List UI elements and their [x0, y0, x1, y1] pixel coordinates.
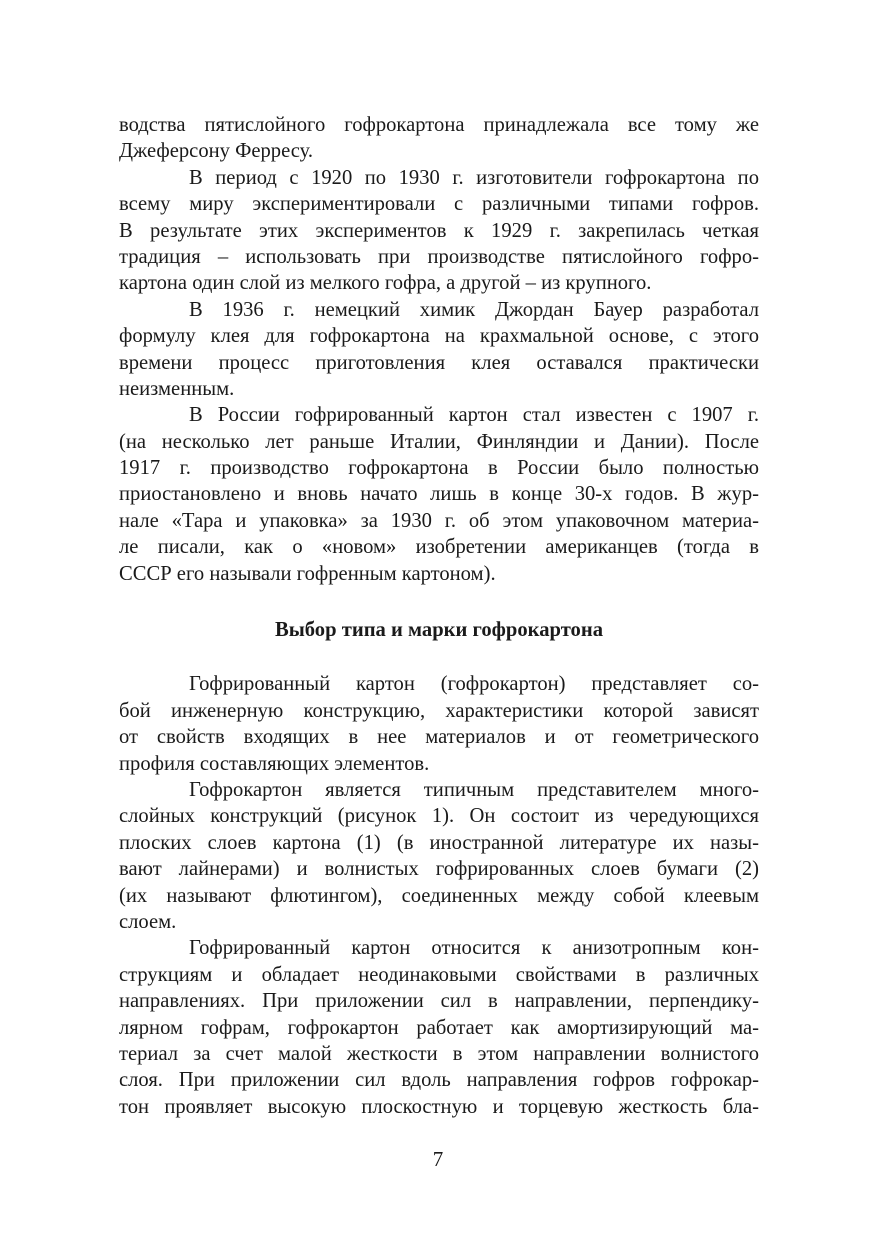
- text-line: (на несколько лет раньше Италии, Финляндии и Дании). После: [119, 430, 759, 453]
- text-line: слоя. При приложении сил вдоль направления гофров гофрокар-: [119, 1069, 759, 1092]
- text-line: от свойств входящих в нее материалов и от геометрического: [119, 726, 759, 749]
- text-line: бой инженерную конструкцию, характеристики которой зависят: [119, 699, 759, 722]
- text-line: неизменным.: [119, 377, 235, 400]
- text-line: профиля составляющих элементов.: [119, 752, 430, 775]
- text-line: плоских слоев картона (1) (в иностранной литературе их назы-: [119, 831, 759, 854]
- text-line: лярном гофрам, гофрокартон работает как амортизирующий ма-: [119, 1016, 759, 1039]
- text-line: слоем.: [119, 910, 177, 933]
- paragraph: [119, 165, 759, 297]
- paragraph: [119, 935, 759, 1120]
- text-line: слойных конструкций (рисунок 1). Он состоит из чередующихся: [119, 805, 759, 828]
- paragraph: [119, 402, 759, 587]
- text-line: картона один слой из мелкого гофра, а другой – из крупного.: [119, 272, 652, 295]
- text-line: времени процесс приготовления клея оставался практически: [119, 351, 759, 374]
- text-line: ле писали, как о «новом» изобретении американцев (тогда в: [119, 536, 759, 559]
- text-line: В России гофрированный картон стал известен с 1907 г.: [189, 404, 759, 427]
- text-line: В результате этих экспериментов к 1929 г. закрепилась четкая: [119, 219, 759, 242]
- text-line: Гофрированный картон (гофрокартон) представляет со-: [189, 673, 759, 696]
- text-line: водства пятислойного гофрокартона принадлежала все тому же: [119, 114, 759, 136]
- text-line: вают лайнерами) и волнистых гофрированных слоев бумаги (2): [119, 858, 759, 881]
- text-line: В 1936 г. немецкий химик Джордан Бауер разработал: [189, 298, 759, 321]
- text-line: формулу клея для гофрокартона на крахмальной основе, с этого: [119, 325, 759, 348]
- paragraph: [119, 777, 759, 935]
- text-line: териал за счет малой жесткости в этом направлении волнистого: [119, 1042, 759, 1065]
- text-line: СССР его называли гофренным картоном).: [119, 562, 496, 585]
- text-line: направлениях. При приложении сил в направлении, перпендику-: [119, 990, 759, 1013]
- text-line: Джеферсону Ферресу.: [119, 140, 313, 163]
- paragraph-continuation: [119, 112, 759, 165]
- text-line: всему миру экспериментировали с различными типами гофров.: [119, 193, 759, 216]
- text-line: Гофрированный картон относится к анизотропным кон-: [189, 937, 759, 960]
- text-line: струкциям и обладает неодинаковыми свойствами в различных: [119, 963, 759, 986]
- text-line: традиция – использовать при производстве пятислойного гофро-: [119, 245, 759, 268]
- page-body: [119, 112, 759, 1120]
- paragraph: [119, 297, 759, 403]
- text-line: 1917 г. производство гофрокартона в России было полностью: [119, 457, 759, 480]
- section-heading: Выбор типа и марки гофрокартона: [274, 619, 604, 642]
- text-line: тон проявляет высокую плоскостную и торцевую жесткость бла-: [119, 1095, 759, 1118]
- text-line: нале «Тара и упаковка» за 1930 г. об этом упаковочном материа-: [119, 509, 759, 532]
- text-line: В период с 1920 по 1930 г. изготовители гофрокартона по: [189, 166, 759, 189]
- text-line: (их называют флютингом), соединенных между собой клеевым: [119, 884, 759, 907]
- page-number: 7: [432, 1147, 444, 1171]
- text-line: приостановлено и вновь начато лишь в конце 30-х годов. В жур-: [119, 483, 759, 506]
- text-line: Гофрокартон является типичным представителем много-: [189, 779, 759, 801]
- paragraph: [119, 671, 759, 777]
